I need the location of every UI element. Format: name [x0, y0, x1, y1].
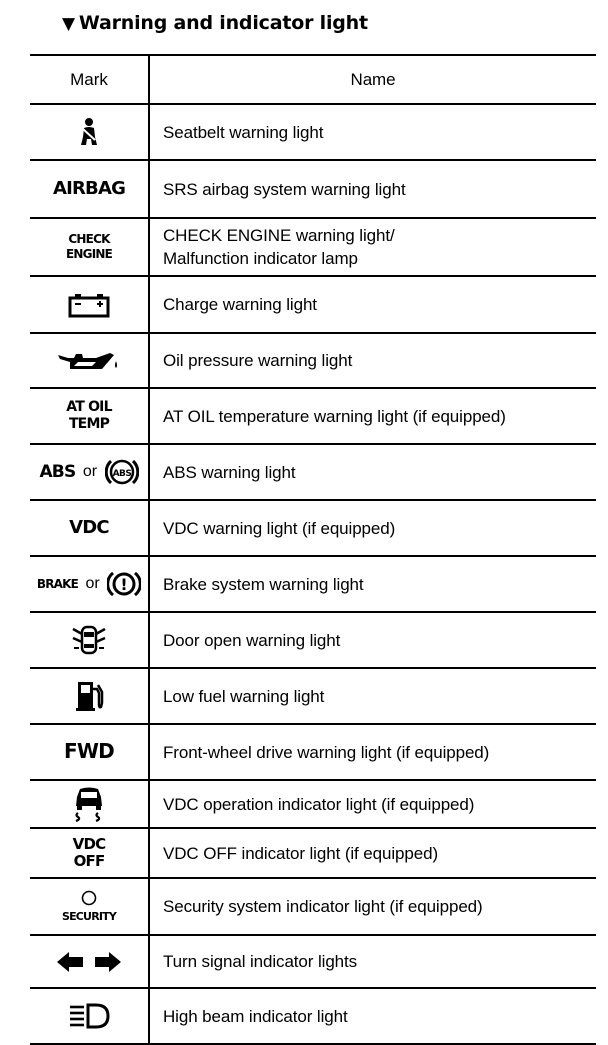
row-name: Door open warning light [149, 612, 596, 668]
row-name-line-2: Malfunction indicator lamp [163, 249, 358, 268]
indicator-table [30, 54, 596, 1045]
row-name: VDC warning light (if equipped) [149, 500, 596, 556]
mark-text: VDC [69, 516, 109, 538]
mark-text: SECURITY [61, 909, 117, 923]
row-name: Security system indicator light (if equipped) [149, 878, 596, 935]
row-name [149, 218, 596, 276]
skidding-car-icon [72, 785, 106, 823]
mark-cell [30, 828, 149, 878]
turn-signal-arrows-icon [55, 951, 123, 973]
high-beam-icon [68, 1003, 110, 1029]
mark-cell [30, 218, 149, 276]
door-open-icon [69, 624, 109, 656]
mark-line-1: CHECK [68, 231, 110, 246]
mark-line-1: AT OIL [66, 399, 112, 415]
mark-line-2: ENGINE [66, 246, 112, 261]
table-row [30, 218, 596, 276]
heading-title: Warning and indicator light [78, 12, 368, 34]
row-name: Brake system warning light [149, 556, 596, 612]
mark-text: FWD [64, 739, 114, 763]
mark-cell [30, 724, 149, 780]
mark-cell [30, 104, 149, 160]
mark-cell [30, 935, 149, 988]
row-name-line-1: CHECK ENGINE warning light/ [163, 226, 395, 245]
table-row [30, 612, 596, 668]
mark-cell [30, 333, 149, 388]
or-text: or [85, 575, 100, 592]
mark-text [66, 232, 112, 262]
mark-text: ABS [39, 461, 76, 482]
row-name: Oil pressure warning light [149, 333, 596, 388]
table-row [30, 500, 596, 556]
column-header-name: Name [149, 55, 596, 104]
row-name: ABS warning light [149, 444, 596, 500]
battery-icon [67, 292, 111, 318]
security-circle-icon [79, 889, 99, 907]
mark-cell [30, 500, 149, 556]
oil-can-icon [56, 349, 122, 373]
mark-cell [30, 668, 149, 724]
mark-cell [30, 988, 149, 1044]
mark-cell [30, 444, 149, 500]
table-row [30, 878, 596, 935]
row-name: SRS airbag system warning light [149, 160, 596, 218]
row-name: AT OIL temperature warning light (if equipped) [149, 388, 596, 444]
mark-text [66, 399, 111, 433]
row-name: Seatbelt warning light [149, 104, 596, 160]
mark-line-1: VDC [72, 834, 106, 853]
mark-cell [30, 160, 149, 218]
section-heading [62, 12, 368, 34]
brake-circle-icon [107, 569, 141, 599]
abs-icon-text: ABS [112, 469, 131, 479]
table-row [30, 104, 596, 160]
mark-text: AIRBAG [52, 177, 126, 199]
mark-cell [30, 878, 149, 935]
table-row [30, 988, 596, 1044]
row-name: Low fuel warning light [149, 668, 596, 724]
mark-cell [30, 556, 149, 612]
table-row [30, 780, 596, 828]
mark-text: BRAKE [36, 577, 79, 591]
mark-text [73, 836, 106, 870]
table-header-row [30, 55, 596, 104]
table-row [30, 935, 596, 988]
row-name: Front-wheel drive warning light (if equipped) [149, 724, 596, 780]
row-name: VDC operation indicator light (if equipped) [149, 780, 596, 828]
brake-icon-text: ! [120, 575, 128, 594]
column-header-mark: Mark [30, 55, 149, 104]
mark-cell [30, 276, 149, 333]
table-row [30, 333, 596, 388]
row-name: VDC OFF indicator light (if equipped) [149, 828, 596, 878]
mark-line-2: TEMP [68, 416, 110, 432]
row-name: Turn signal indicator lights [149, 935, 596, 988]
fuel-pump-icon [74, 679, 104, 713]
table-row [30, 828, 596, 878]
table-row [30, 276, 596, 333]
row-name: Charge warning light [149, 276, 596, 333]
mark-line-2: OFF [73, 851, 105, 870]
table-row [30, 160, 596, 218]
mark-cell [30, 612, 149, 668]
row-name: High beam indicator light [149, 988, 596, 1044]
table-row [30, 388, 596, 444]
seatbelt-icon [79, 117, 99, 147]
abs-circle-icon [105, 456, 139, 488]
mark-cell [30, 780, 149, 828]
table-row [30, 444, 596, 500]
mark-cell [30, 388, 149, 444]
table-row [30, 668, 596, 724]
table-row [30, 556, 596, 612]
or-text: or [82, 463, 98, 480]
triangle-marker-icon: ▼ [62, 14, 75, 34]
table-row [30, 724, 596, 780]
